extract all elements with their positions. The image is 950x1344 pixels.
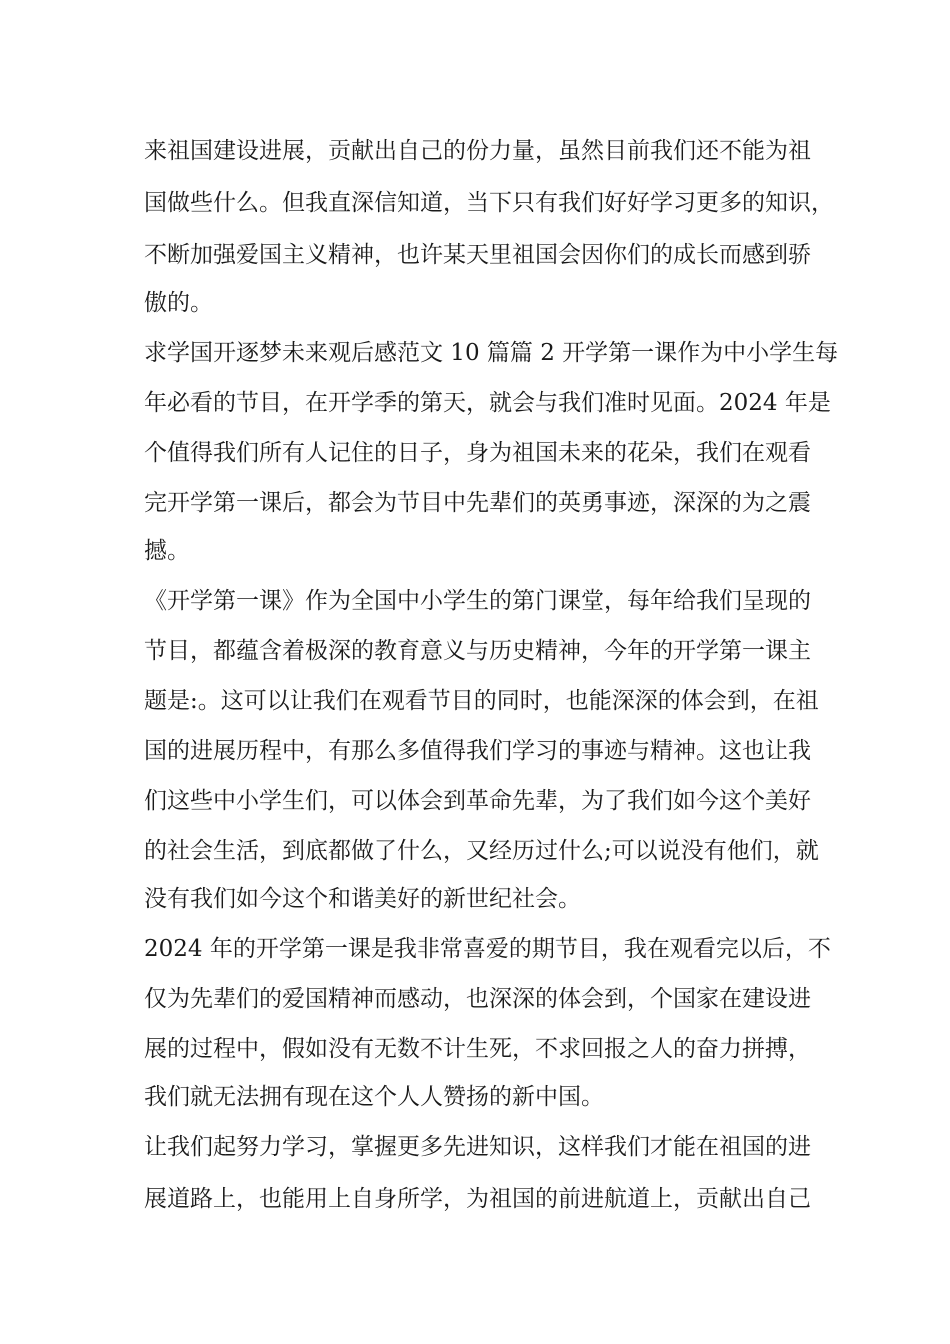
text-line: 《开学第一课》作为全国中小学生的第门课堂，每年给我们呈现的 — [144, 588, 811, 614]
text-line: 国的进展历程中，有那么多值得我们学习的事迹与精神。这也让我 — [144, 738, 811, 764]
text-line: 展道路上，也能用上自身所学，为祖国的前进航道上，贡献出自己 — [144, 1186, 811, 1212]
text-line: 傲的。 — [144, 290, 213, 316]
text-line: 来祖国建设进展，贡献出自己的份力量，虽然目前我们还不能为祖 — [144, 138, 811, 164]
text-line: 题是:。这可以让我们在观看节目的同时，也能深深的体会到，在祖 — [144, 688, 819, 714]
text-line: 展的过程中，假如没有无数不计生死，不求回报之人的奋力拼搏， — [144, 1036, 811, 1062]
text-line: 让我们起努力学习，掌握更多先进知识，这样我们才能在祖国的进 — [144, 1134, 811, 1160]
text-line: 个值得我们所有人记住的日子，身为祖国未来的花朵，我们在观看 — [144, 440, 811, 466]
text-line: 的社会生活，到底都做了什么，又经历过什么;可以说没有他们，就 — [144, 838, 819, 864]
text-line: 2024 年的开学第一课是我非常喜爱的期节目，我在观看完以后，不 — [144, 936, 831, 962]
text-line: 完开学第一课后，都会为节目中先辈们的英勇事迹，深深的为之震 — [144, 490, 811, 516]
text-line: 求学国开逐梦未来观后感范文 10 篇篇 2 开学第一课作为中小学生每 — [144, 340, 839, 366]
text-line: 节目，都蕴含着极深的教育意义与历史精神，今年的开学第一课主 — [144, 638, 811, 664]
text-line: 年必看的节目，在开学季的第天，就会与我们准时见面。2024 年是 — [144, 390, 831, 416]
text-line: 仅为先辈们的爱国精神而感动，也深深的体会到，个国家在建设进 — [144, 986, 811, 1012]
text-line: 我们就无法拥有现在这个人人赞扬的新中国。 — [144, 1084, 604, 1110]
text-line: 们这些中小学生们，可以体会到革命先辈，为了我们如今这个美好 — [144, 788, 811, 814]
text-line: 撼。 — [144, 538, 190, 564]
text-line: 不断加强爱国主义精神，也许某天里祖国会因你们的成长而感到骄 — [144, 242, 811, 268]
text-line: 没有我们如今这个和谐美好的新世纪社会。 — [144, 886, 581, 912]
text-line: 国做些什么。但我直深信知道，当下只有我们好好学习更多的知识， — [144, 190, 834, 216]
